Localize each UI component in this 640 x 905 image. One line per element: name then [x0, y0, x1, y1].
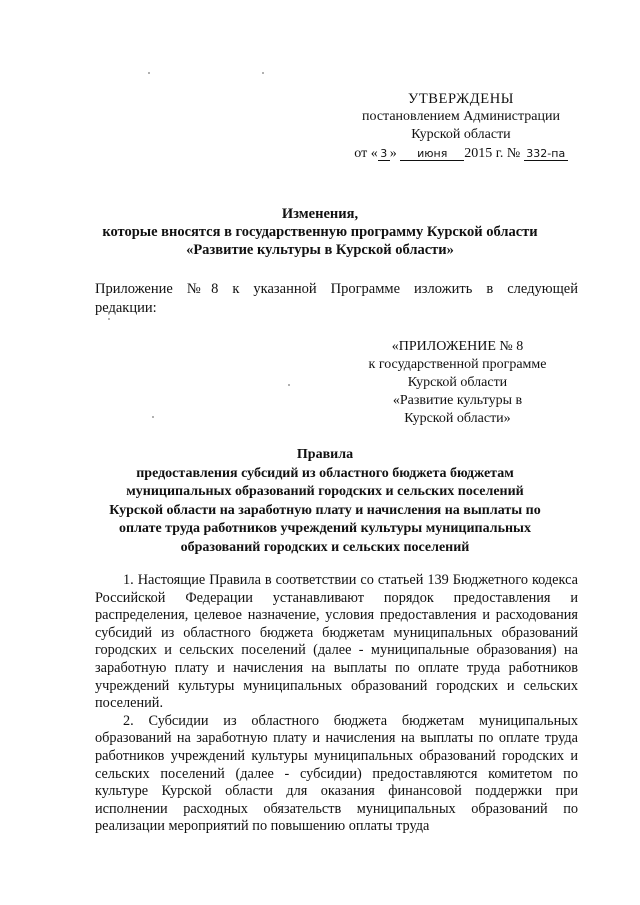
- approval-title: УТВЕРЖДЕНЫ: [407, 91, 515, 107]
- intro-line-2: редакции:: [95, 300, 157, 316]
- rules-line-2: предоставления субсидий из областного бюджета бюджетам: [136, 465, 514, 481]
- appendix-line-1: «ПРИЛОЖЕНИЕ № 8: [391, 339, 524, 354]
- paragraph-1: 1. Настоящие Правила в соответствии со статьей 139 Бюджетного кодекса Российской Федерации устанавливают порядок предоставления и распределения, целевое назначение, условия предоставления и расходования субсидий из областного бюджета бюджетам муниципальных образований городских и сельских поселений (далее - муниципальные образования) на заработную плату и начисления на выплаты по оплате труда работников учреждений культуры муниципальных образований городских и сельских поселений.: [95, 572, 578, 712]
- date-day-close: »: [389, 146, 397, 161]
- rules-line-5: оплате труда работников учреждений культуры муниципальных: [119, 521, 531, 536]
- scan-speck: [152, 416, 154, 418]
- scan-speck: [288, 384, 290, 386]
- approval-line-2: Курской области: [411, 127, 511, 142]
- paragraph-2: 2. Субсидии из областного бюджета бюджетам муниципальных образований на заработную плату и начисления на выплаты по оплате труда работников учреждений культуры муниципальных образований городских и сельских поселений (далее - субсидии) предоставляются комитетом по культуре Курской области для оказания финансовой поддержки при исполнении расходных обязательств муниципальных образований по реализации мероприятий по повышению оплаты труда: [95, 712, 578, 835]
- date-prefix: от «: [354, 146, 378, 161]
- rules-title: Правила: [296, 447, 354, 462]
- changes-heading: [60, 205, 580, 259]
- changes-title: Изменения,: [281, 206, 359, 222]
- changes-line-2: которые вносятся в государственную программу Курской области: [102, 224, 538, 240]
- changes-line-3: «Развитие культуры в Курской области»: [186, 242, 454, 258]
- approval-line-1: постановлением Администрации: [362, 109, 560, 124]
- rules-line-6: образований городских и сельских поселений: [180, 539, 470, 555]
- appendix-block: [350, 338, 565, 428]
- date-day: 3: [378, 147, 390, 161]
- scan-speck: [148, 72, 150, 74]
- rules-line-4: Курской области на заработную плату и начисления на выплаты по: [109, 502, 541, 518]
- body-text: [95, 572, 578, 836]
- approval-block: [336, 90, 586, 163]
- date-month: июня: [400, 147, 464, 161]
- scan-speck: [262, 72, 264, 74]
- rules-line-3: муниципальных образований городских и сельских поселений: [126, 484, 524, 499]
- intro-line-1: Приложение №8 к указанной Программе изложить в следующей: [95, 281, 578, 297]
- appendix-line-2: к государственной программе: [368, 357, 547, 372]
- rules-heading: [70, 446, 580, 557]
- date-year: 2015 г. №: [464, 146, 521, 161]
- approval-date-line: [336, 145, 586, 163]
- appendix-line-4: «Развитие культуры в: [392, 393, 523, 408]
- scan-speck: [108, 318, 110, 320]
- appendix-line-5: Курской области»: [404, 411, 511, 426]
- appendix-line-3: Курской области: [407, 375, 508, 390]
- decree-number: 332-па: [524, 147, 568, 161]
